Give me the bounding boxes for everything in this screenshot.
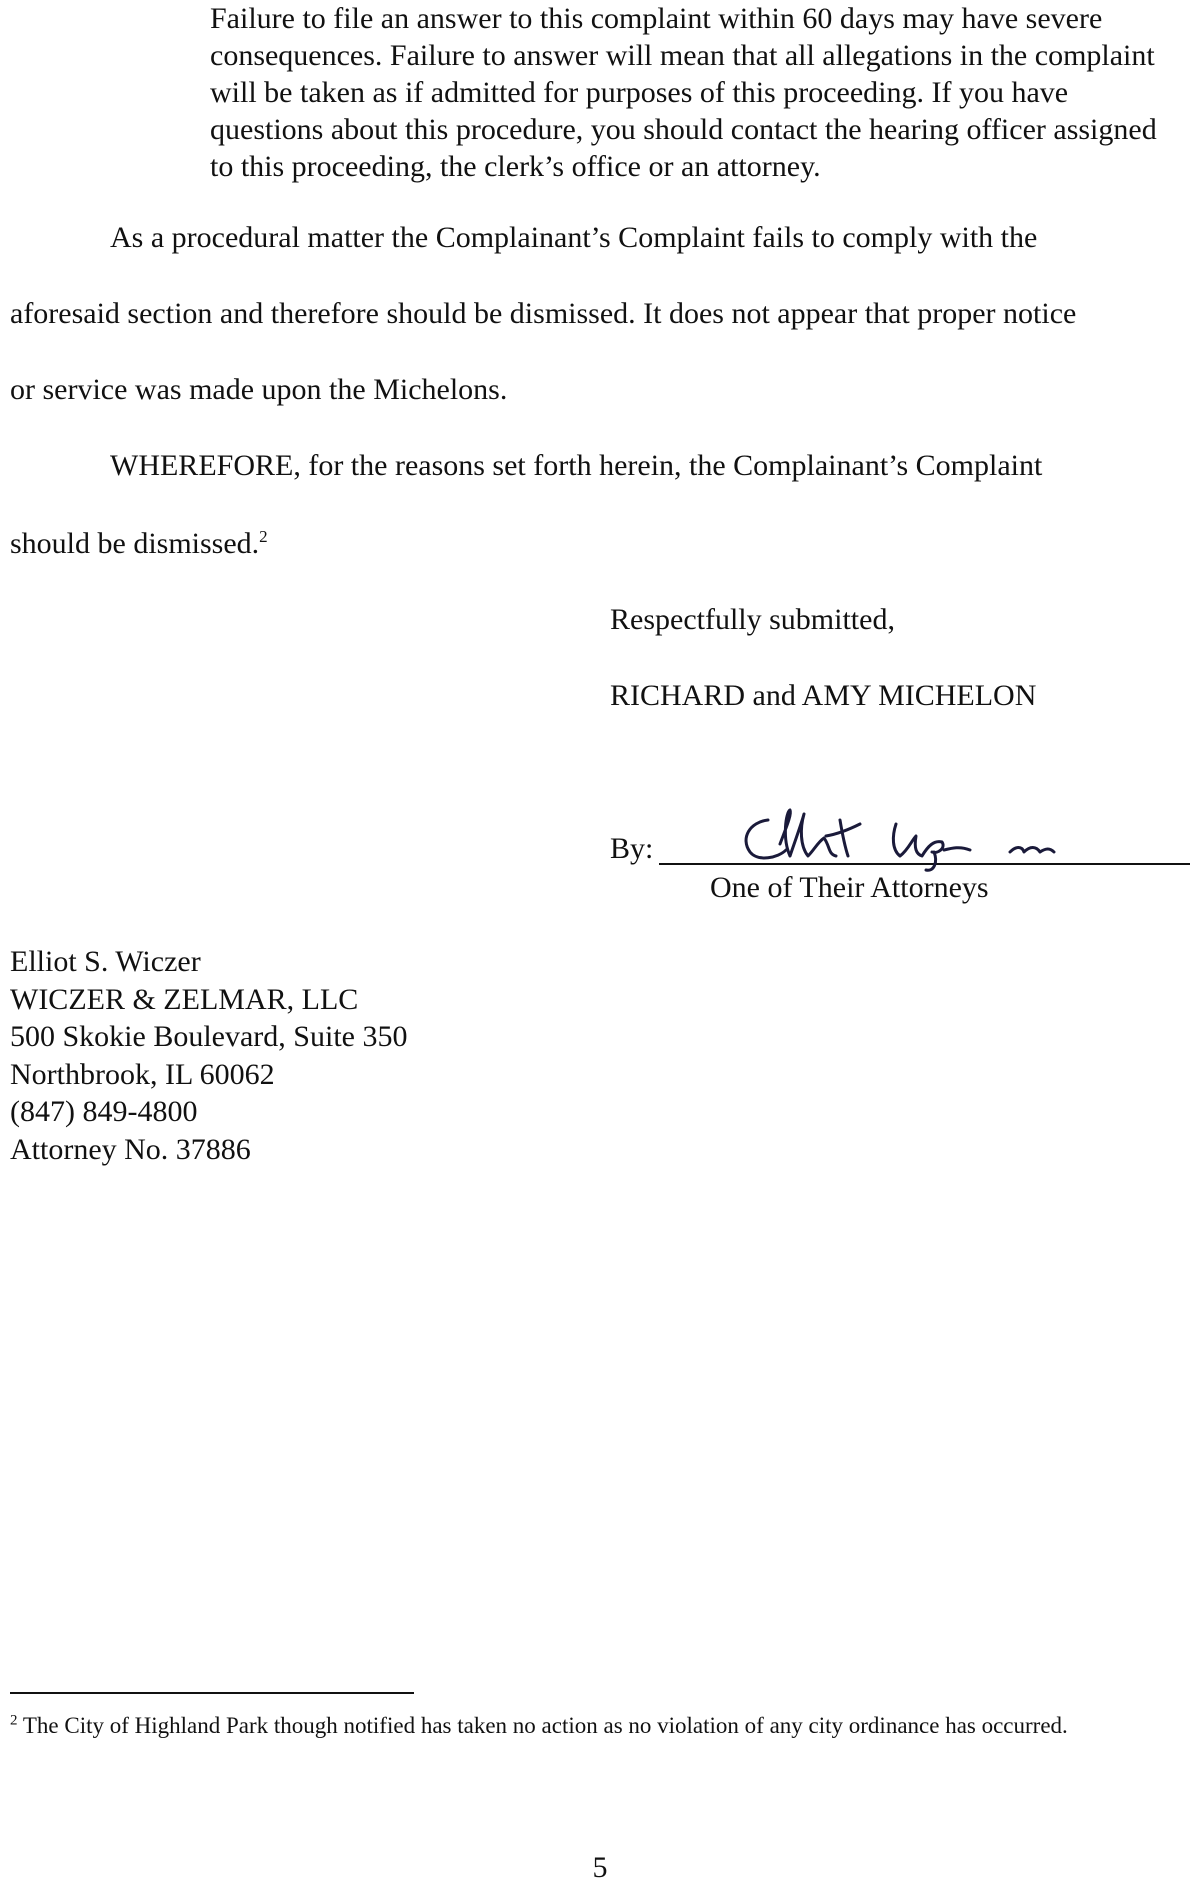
by-label: By: — [610, 832, 654, 865]
footnote-marker: 2 — [10, 1712, 18, 1729]
footnote-text: The City of Highland Park though notified has taken no action as no violation of any city ordinance has occurred. — [22, 1713, 1068, 1738]
paragraph-2-line-2-text: should be dismissed. — [10, 527, 260, 560]
closing-salutation: Respectfully submitted, — [610, 603, 895, 636]
phone-number: (847) 849-4800 — [10, 1095, 198, 1128]
paragraph-1-line-3: or service was made upon the Michelons. — [10, 373, 508, 406]
street-address: 500 Skokie Boulevard, Suite 350 — [10, 1020, 408, 1053]
paragraph-2-line-1: WHEREFORE, for the reasons set forth herein, the Complainant’s Complaint — [110, 449, 1043, 482]
attorney-number: Attorney No. 37886 — [10, 1132, 251, 1166]
block-quote — [210, 0, 1170, 185]
closing-parties: RICHARD and AMY MICHELON — [610, 679, 1037, 712]
paragraph-1-line-1: As a procedural matter the Complainant’s Complaint fails to comply with the — [110, 221, 1038, 254]
handwritten-signature — [720, 800, 1100, 875]
paragraph-1-line-2: aforesaid section and therefore should be dismissed. It does not appear that proper notice — [10, 297, 1077, 330]
paragraph-2-line-2 — [10, 526, 268, 562]
attorney-name: Elliot S. Wiczer — [10, 945, 201, 978]
footnote-divider — [10, 1692, 414, 1694]
attorney-address-block — [10, 943, 407, 1168]
city-state-zip: Northbrook, IL 60062 — [10, 1057, 275, 1091]
signature-caption: One of Their Attorneys — [710, 871, 989, 904]
footnote-reference: 2 — [259, 527, 268, 546]
firm-name: WICZER & ZELMAR, LLC — [10, 982, 359, 1016]
footnote — [10, 1710, 1185, 1741]
page-number: 5 — [592, 1851, 608, 1884]
block-quote-text: Failure to file an answer to this complaint within 60 days may have severe consequences. Failure to answer will mean that all allegations in the complaint will be taken as if admitted for purposes of this proceeding. If you have questions about this procedure, you should contact the hearing officer assigned to this proceeding, the clerk’s office or an attorney. — [210, 2, 1157, 183]
